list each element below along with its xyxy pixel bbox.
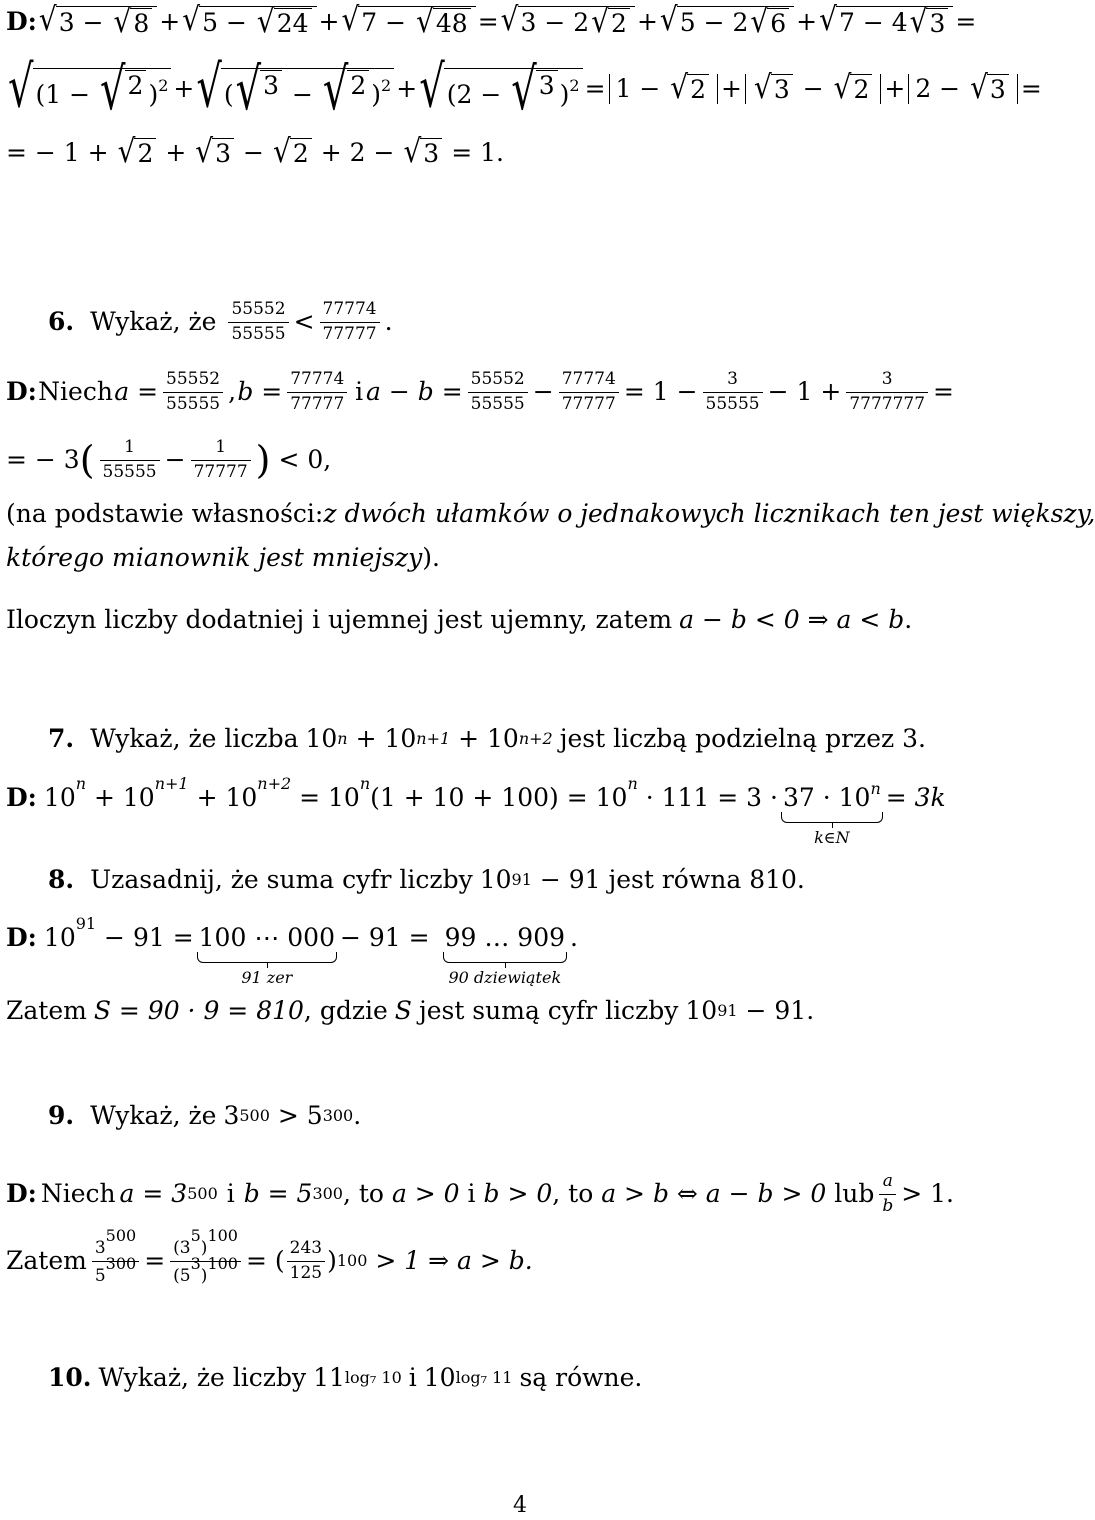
problem-8-statement: 8. Uzasadnij, że suma cyfr liczby 10 91 − 91 jest równa 810. <box>48 865 805 894</box>
problem-6-note-2: którego mianownik jest mniejszy ). <box>6 543 440 572</box>
sqrt-expression: √ 5 − 2 √ 6 <box>660 6 794 38</box>
equation-line-3: = − 1 + √ 2 + √ 3 − √ 2 + 2 − √ 3 = 1. <box>6 132 504 171</box>
absolute-value: √ 3 − √ 2 <box>745 74 881 104</box>
underbrace: 99 … 909 90 dziewiątek <box>444 923 566 987</box>
sqrt-expression: √ 7 − √ 48 <box>341 6 475 38</box>
problem-8-solution: D: 10 91 − 91 = 100 ⋯ 000 91 zer − 91 = 99 … 909 90 dziewiątek . <box>6 914 578 987</box>
problem-7-solution: D: 10 n + 10 n+1 + 10 n+2 = 10 n (1 + 10 + 100) = 10 n · 111 = 3 · $37 \cdot 10^n$ k∈N = 3k <box>6 774 946 847</box>
problem-10-statement: 10. Wykaż, że liczby 11 log₇ 10 i 10 log₇ 11 są równe. <box>48 1363 643 1392</box>
absolute-value: 2 − √ 3 <box>908 74 1018 104</box>
problem-9-statement: 9. Wykaż, że 3 500 > 5 300 . <box>48 1101 362 1130</box>
absolute-value: 1 − √ 2 <box>609 74 719 104</box>
sqrt-expression: √ 3 − √ 8 <box>39 6 157 38</box>
sqrt-expression: √ (2 − √ 3 )$^2$ <box>419 68 582 110</box>
sqrt-expression: √ 7 − 4 √ 3 <box>819 6 953 38</box>
page-number: 4 <box>513 1493 527 1518</box>
sqrt-expression: √ (1 − √ 2 )$^2$ <box>8 68 171 110</box>
underbrace: $37 \cdot 10^n$ k∈N <box>782 779 881 847</box>
problem-6-note-1: (na podstawie własności: z dwóch ułamków o jednakowych licznikach ten jest większy, <box>6 499 1095 528</box>
sqrt-expression: √ 3 − 2 √ 2 <box>501 6 635 38</box>
problem-9-conclusion: Zatem $\frac{3^{500}}{5^{300}}$ = $\frac{(3^5)^{100}}{(5^3)^{100}}$ = ( $\frac{243}{125}$ ) 100 > 1 ⇒ a > b. <box>6 1226 533 1286</box>
problem-9-solution: D: Niech a = 3 500 i b = 5 300 , to a > 0 i b > 0 , to a > b ⇔ a − b > 0 lub $\frac{a}{b}$ > 1. <box>6 1171 954 1216</box>
problem-6-statement: 6. Wykaż, że $\frac{55552}{55555}$ < $\frac{77774}{77777}$ . <box>48 299 393 344</box>
problem-7-statement: 7. Wykaż, że liczba 10 n + 10 n+1 + 10 n+2 jest liczbą podzielną przez 3. <box>48 724 926 753</box>
problem-8-conclusion: Zatem S = 90 · 9 = 810 , gdzie S jest sumą cyfr liczby 10 91 − 91. <box>6 996 815 1025</box>
solution-label: D: <box>6 7 37 36</box>
sqrt-expression: √ ( √ 3 − √ 2 )$^2$ <box>196 68 394 110</box>
sqrt-expression: √ 5 − √ 24 <box>182 6 316 38</box>
problem-6-solution-1: D: Niech a = $\frac{55552}{55555}$ , b = $\frac{77774}{77777}$ i a − b = $\frac{55552}{55555}$ − $\frac{77774}{77777}$ = 1 − $\frac{3}{55555}$ − 1 + $\frac{3}{7777777}$ = <box>6 369 954 414</box>
underbrace: 100 ⋯ 000 91 zer <box>198 923 335 987</box>
problem-6-solution-2: = − 3 ( $\frac{1}{55555}$ − $\frac{1}{77777}$ ) < 0, <box>6 437 332 483</box>
problem-6-conclusion: Iloczyn liczby dodatniej i ujemnej jest ujemny, zatem a − b < 0 ⇒ a < b . <box>6 605 913 634</box>
equation-line-2: √ (1 − √ 2 )$^2$ + √ ( √ 3 − √ 2 )$^2$ + √ (2 − √ 3 )$^2$ = 1 − √ 2 + √ 3 − √ 2 + 2 − √ 3 = <box>8 54 1042 124</box>
equation-line-1: D: √ 3 − √ 8 + √ 5 − √ 24 + √ 7 − √ 48 = √ 3 − 2 √ 2 + √ 5 − 2 √ 6 + √ 7 − 4 √ 3 = <box>6 0 977 41</box>
